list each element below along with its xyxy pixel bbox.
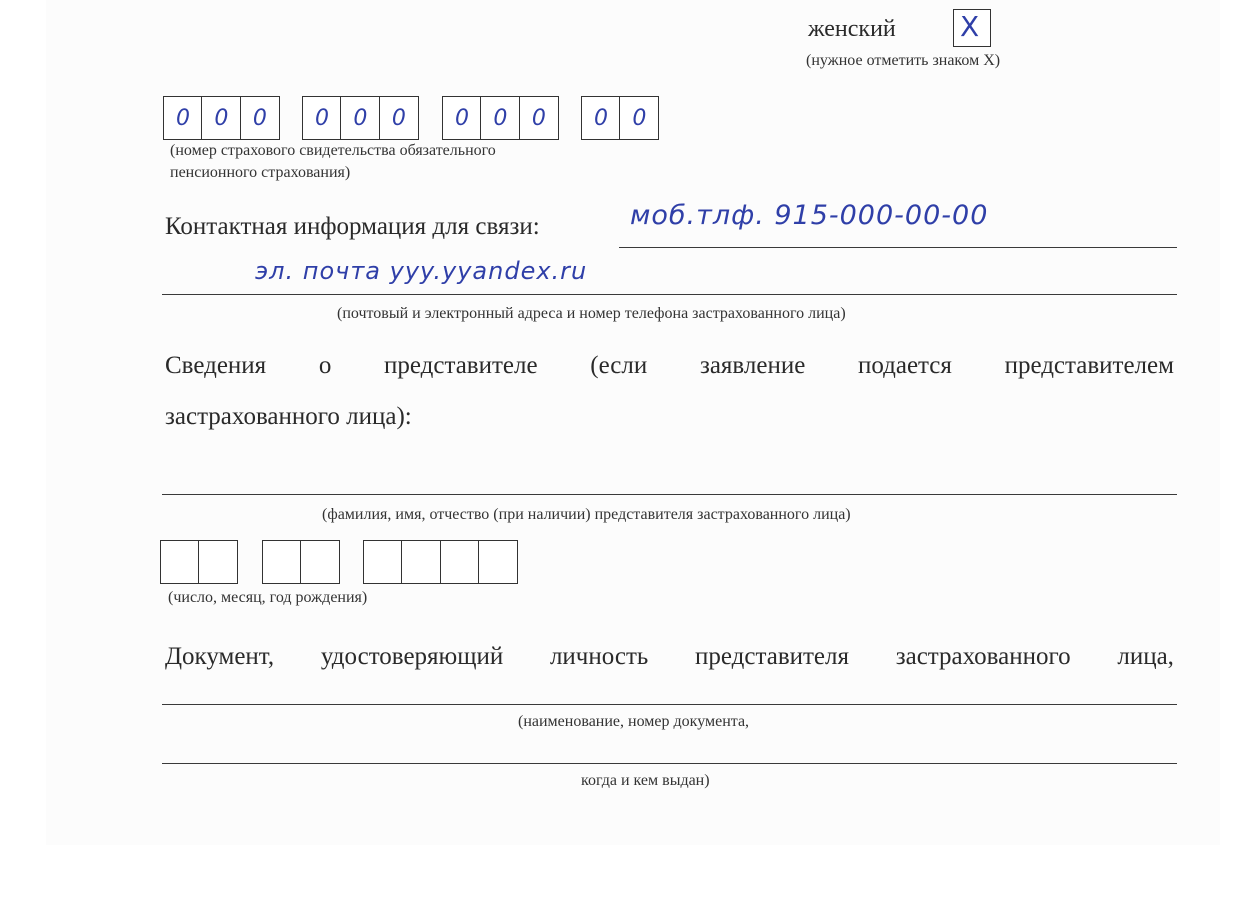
- snils-cell[interactable]: 0: [581, 96, 621, 140]
- rep-word: представителем: [1004, 352, 1174, 379]
- snils-cell[interactable]: 0: [480, 96, 520, 140]
- contact-line-1: [619, 247, 1177, 248]
- document-heading: [165, 643, 1174, 671]
- document-caption-2: когда и кем выдан): [581, 772, 710, 789]
- birth-cell[interactable]: [363, 540, 403, 584]
- contact-label: Контактная информация для связи:: [165, 213, 540, 240]
- gender-hint: (нужное отметить знаком X): [806, 52, 1001, 69]
- snils-group-1[interactable]: [163, 96, 280, 140]
- rep-word: о: [318, 352, 332, 379]
- snils-caption-line1: (номер страхового свидетельства обязательного: [170, 142, 496, 159]
- contact-line-2: [162, 294, 1177, 295]
- doc-word: удостоверяющий: [320, 643, 504, 670]
- rep-word: Сведения: [165, 352, 267, 379]
- birth-cell[interactable]: [440, 540, 480, 584]
- birth-cell[interactable]: [401, 540, 441, 584]
- snils-group-2[interactable]: [302, 96, 419, 140]
- doc-word: личность: [549, 643, 649, 670]
- snils-cell[interactable]: 0: [519, 96, 559, 140]
- doc-word: лица,: [1117, 643, 1174, 670]
- representative-name-caption: (фамилия, имя, отчество (при наличии) представителя застрахованного лица): [322, 506, 851, 523]
- document-line-2[interactable]: [162, 763, 1177, 764]
- birth-cell[interactable]: [478, 540, 518, 584]
- representative-name-line[interactable]: [162, 494, 1177, 495]
- snils-cell[interactable]: 0: [302, 96, 342, 140]
- representative-heading-line1: [165, 352, 1174, 380]
- snils-cell[interactable]: 0: [379, 96, 419, 140]
- gender-mark: X: [960, 10, 981, 43]
- birth-month-cells[interactable]: [262, 540, 340, 584]
- snils-cell[interactable]: 0: [163, 96, 203, 140]
- doc-word: застрахованного: [895, 643, 1071, 670]
- snils-group-4[interactable]: [581, 96, 659, 140]
- birth-day-cells[interactable]: [160, 540, 238, 584]
- doc-word: представителя: [695, 643, 849, 670]
- rep-word: (если: [590, 352, 648, 379]
- snils-cell[interactable]: 0: [619, 96, 659, 140]
- rep-word: заявление: [699, 352, 806, 379]
- birth-cell[interactable]: [160, 540, 200, 584]
- birth-cell[interactable]: [300, 540, 340, 584]
- snils-cell[interactable]: 0: [240, 96, 280, 140]
- gender-checkbox[interactable]: [953, 9, 991, 47]
- gender-label: женский: [808, 16, 896, 42]
- rep-word: подается: [857, 352, 952, 379]
- rep-word: представителе: [384, 352, 538, 379]
- contact-caption: (почтовый и электронный адреса и номер телефона застрахованного лица): [337, 305, 846, 322]
- doc-word: Документ,: [165, 643, 275, 670]
- snils-cell[interactable]: 0: [340, 96, 380, 140]
- birth-cell[interactable]: [262, 540, 302, 584]
- document-line-1[interactable]: [162, 704, 1177, 705]
- representative-heading-line2: застрахованного лица):: [165, 403, 412, 430]
- snils-cell[interactable]: 0: [201, 96, 241, 140]
- document-caption-1: (наименование, номер документа,: [518, 713, 750, 730]
- birth-cell[interactable]: [198, 540, 238, 584]
- birth-year-cells[interactable]: [363, 540, 518, 584]
- snils-group-3[interactable]: [442, 96, 559, 140]
- snils-cell[interactable]: 0: [442, 96, 482, 140]
- contact-phone-handwritten: моб.тлф. 915-000-00-00: [630, 200, 989, 231]
- snils-caption-line2: пенсионного страхования): [170, 164, 351, 181]
- contact-email-handwritten: эл. почта yyy.yyandex.ru: [255, 257, 588, 285]
- birth-caption: (число, месяц, год рождения): [168, 589, 368, 606]
